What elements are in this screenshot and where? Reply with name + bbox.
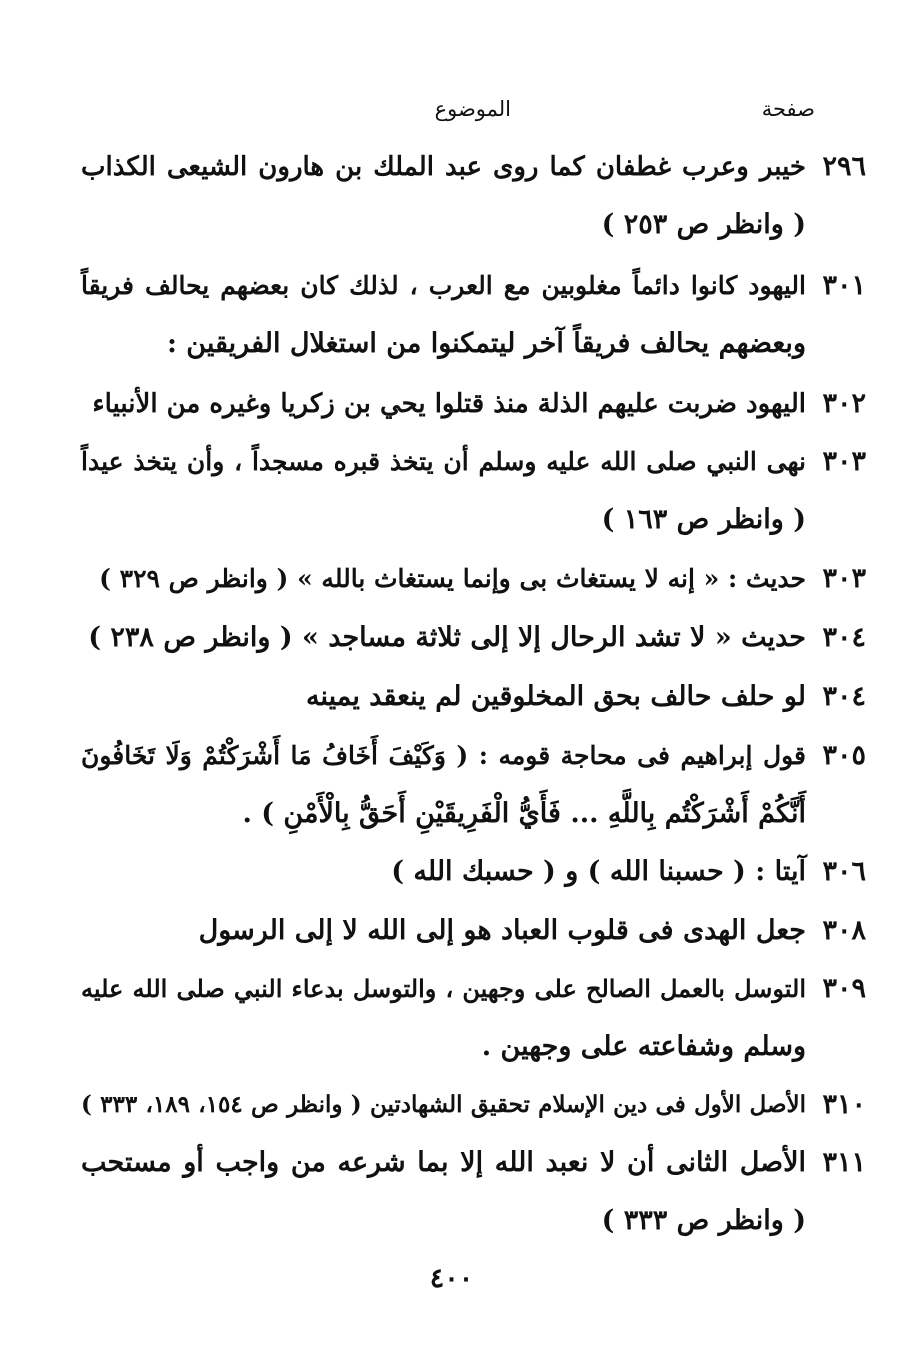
index-entry <box>81 1134 866 1250</box>
index-entry <box>81 375 866 433</box>
entry-line: ( وانظر ص ٢٥٣ ) <box>601 209 806 240</box>
index-entry <box>81 960 866 1076</box>
entry-line: حديث : « إنه لا يستغاث بى وإنما يستغاث بالله » ( وانظر ص ٣٢٩ ) <box>99 564 806 593</box>
entry-line: خيبر وعرب غطفان كما روى عبد الملك بن هارون الشيعى الكذاب <box>81 152 806 182</box>
entry-page-number: ٣٠٦ <box>822 856 866 887</box>
entry-line: الأصل الأول فى دين الإسلام تحقيق الشهادتين ( وانظر ص ١٥٤، ١٨٩، ٣٣٣ ) <box>81 1091 807 1118</box>
entry-line: جعل الهدى فى قلوب العباد هو إلى الله لا إلى الرسول <box>198 915 806 946</box>
entry-page-number: ٣٠٢ <box>822 388 866 419</box>
entry-line: اليهود ضربت عليهم الذلة منذ قتلوا يحي بن زكريا وغيره من الأنبياء <box>92 389 806 419</box>
index-entry <box>81 727 866 843</box>
entry-line: قول إبراهيم فى محاجة قومه : ( وَكَيْفَ أَخَافُ مَا أَشْرَكْتُمْ وَلَا تَخَافُونَ <box>81 741 806 770</box>
entry-line: ( وانظر ص ١٦٣ ) <box>601 504 806 535</box>
topic-column-header: الموضوع <box>434 97 511 121</box>
entry-line: أَنَّكُمْ أَشْرَكْتُم بِاللَّهِ ... فَأَيُّ الْفَرِيقَيْنِ أَحَقُّ بِالْأَمْنِ ) . <box>242 798 806 829</box>
entry-page-number: ٣٠٨ <box>822 915 866 946</box>
entry-page-number: ٣٠٤ <box>822 622 866 653</box>
index-entry <box>81 138 866 254</box>
index-entry <box>81 668 866 726</box>
entry-page-number: ٣٠١ <box>822 270 866 301</box>
entry-page-number: ٣٠٩ <box>822 973 866 1004</box>
entry-line: وبعضهم يحالف فريقاً آخر ليتمكنوا من استغلال الفريقين : <box>166 328 806 359</box>
index-entry <box>81 902 866 960</box>
entry-line: الأصل الثانى أن لا نعبد الله إلا بما شرعه من واجب أو مستحب <box>81 1147 806 1178</box>
entry-line: آيتا : ( حسبنا الله ) و ( حسبك الله ) <box>391 856 806 887</box>
entry-line: اليهود كانوا دائماً مغلوبين مع العرب ، لذلك كان بعضهم يحالف فريقاً <box>81 271 806 300</box>
entry-line: ( وانظر ص ٣٣٣ ) <box>601 1205 806 1236</box>
entry-page-number: ٣٠٤ <box>822 681 866 712</box>
entry-line: وسلم وشفاعته على وجهين . <box>481 1031 806 1062</box>
page-number-footer: ٤٠٠ <box>429 1263 474 1294</box>
entry-line: نهى النبي صلى الله عليه وسلم أن يتخذ قبره مسجداً ، وأن يتخذ عيداً <box>81 447 806 476</box>
index-entry <box>81 550 866 608</box>
entry-page-number: ٣٠٣ <box>822 563 866 594</box>
entry-line: لو حلف حالف بحق المخلوقين لم ينعقد يمينه <box>306 681 806 712</box>
entry-line: حديث « لا تشد الرحال إلا إلى ثلاثة مساجد » ( وانظر ص ٢٣٨ ) <box>88 622 806 653</box>
index-entry <box>81 433 866 549</box>
entry-page-number: ٢٩٦ <box>822 151 866 182</box>
index-entry <box>81 609 866 667</box>
entry-page-number: ٣٠٥ <box>822 740 866 771</box>
page-column-header: صفحة <box>761 97 815 121</box>
entry-page-number: ٣٠٣ <box>822 446 866 477</box>
entry-page-number: ٣١٠ <box>822 1089 866 1120</box>
entry-line: التوسل بالعمل الصالح على وجهين ، والتوسل بدعاء النبي صلى الله عليه <box>81 974 806 1003</box>
index-entry <box>81 257 866 373</box>
index-entry <box>81 1076 866 1134</box>
index-entry <box>81 843 866 901</box>
entry-page-number: ٣١١ <box>822 1147 866 1178</box>
